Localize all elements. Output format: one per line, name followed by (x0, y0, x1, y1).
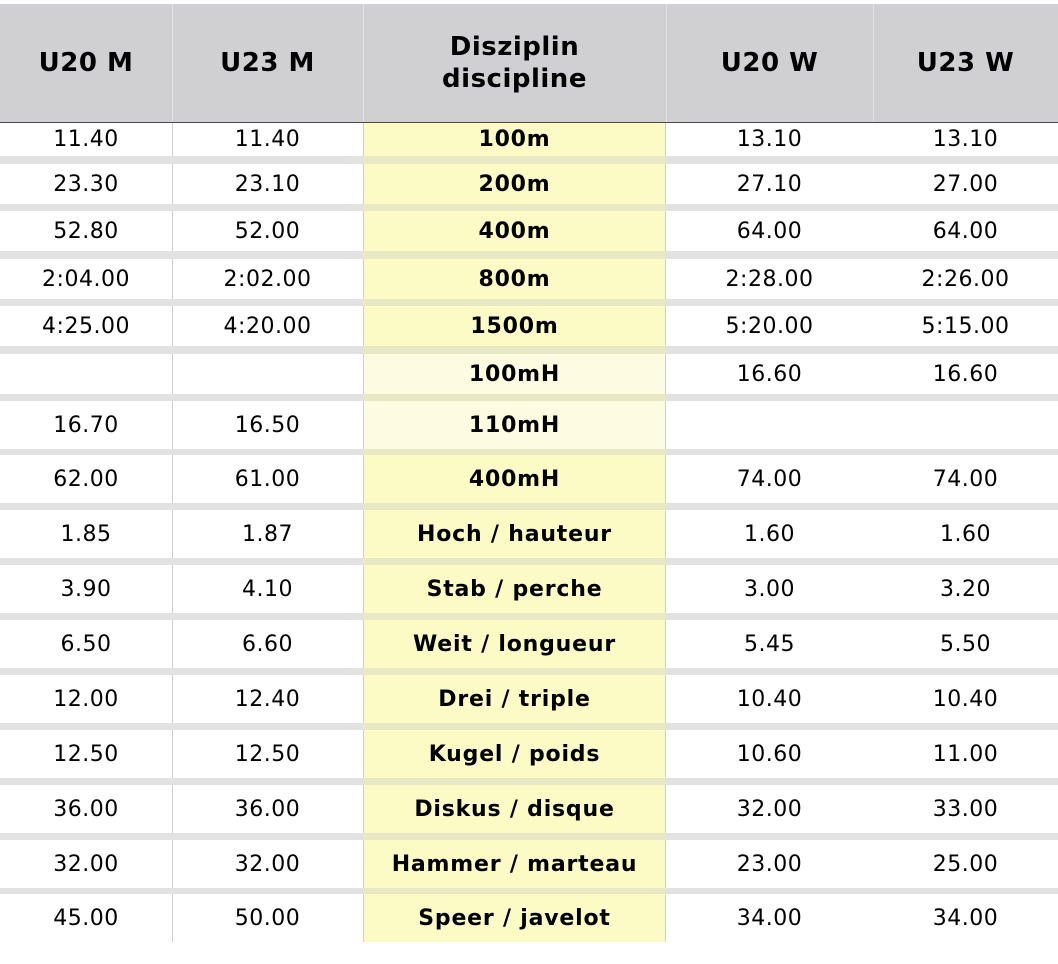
cell-u20-men: 2:04.00 (42, 266, 130, 292)
cell-u23-women: 2:26.00 (921, 266, 1010, 292)
cell-u23-women: 10.40 (932, 686, 999, 712)
cell-u20-men: 52.80 (53, 218, 119, 244)
cell-u23-men: 23.10 (234, 171, 301, 197)
cell-u20-women: 74.00 (736, 466, 803, 492)
cell-u20-men: 23.30 (53, 171, 119, 197)
cell-u20-women: 1.60 (744, 521, 795, 547)
table-row (0, 840, 1058, 888)
cell-u23-men: 50.00 (234, 905, 301, 931)
row-divider (0, 668, 1058, 675)
cell-u20-men: 4:25.00 (42, 313, 130, 339)
cell-u20-men: 16.70 (53, 412, 119, 438)
cell-u23-men: 52.00 (234, 218, 301, 244)
cell-discipline: 800m (363, 259, 666, 299)
cell-u23-men: 6.60 (242, 631, 293, 657)
cell-discipline: Kugel / poids (363, 730, 666, 778)
row-divider (0, 204, 1058, 211)
cell-u20-men: 32.00 (53, 851, 119, 877)
table-row (0, 675, 1058, 723)
table-row (0, 894, 1058, 942)
cell-u23-women: 11.00 (932, 741, 999, 767)
cell-u23-women: 13.10 (932, 127, 999, 152)
cell-discipline: 1500m (363, 306, 666, 346)
row-divider (0, 394, 1058, 401)
cell-u20-women: 23.00 (736, 851, 803, 877)
row-divider (0, 613, 1058, 620)
cell-discipline: 100m (363, 123, 666, 156)
cell-u23-women: 74.00 (932, 466, 999, 492)
cell-u20-women: 27.10 (736, 171, 803, 197)
cell-u23-women: 1.60 (940, 521, 991, 547)
header-u20-men: U20 M (38, 48, 134, 78)
table-row (0, 565, 1058, 613)
row-divider (0, 778, 1058, 785)
table-row (0, 620, 1058, 668)
cell-discipline: 100mH (363, 354, 666, 394)
cell-u23-women: 25.00 (932, 851, 999, 877)
cell-u20-men: 12.50 (53, 741, 119, 767)
cell-u23-women: 27.00 (932, 171, 999, 197)
cell-u20-women: 32.00 (736, 796, 803, 822)
cell-discipline: 200m (363, 164, 666, 204)
cell-u20-women: 10.40 (736, 686, 803, 712)
cell-u20-women: 64.00 (736, 218, 803, 244)
cell-u23-men: 16.50 (234, 412, 301, 438)
cell-discipline: Diskus / disque (363, 785, 666, 833)
cell-u20-women: 3.00 (744, 576, 795, 602)
table-row (0, 306, 1058, 346)
cell-discipline: 400m (363, 211, 666, 251)
cell-u23-men: 36.00 (234, 796, 301, 822)
cell-u20-men: 36.00 (53, 796, 119, 822)
row-divider (0, 558, 1058, 565)
cell-u20-women: 10.60 (736, 741, 803, 767)
cell-u23-men: 61.00 (234, 466, 301, 492)
row-divider (0, 251, 1058, 259)
table-row (0, 455, 1058, 503)
cell-u20-women: 16.60 (736, 361, 803, 387)
cell-discipline: Weit / longueur (363, 620, 666, 668)
cell-u20-men: 12.00 (53, 686, 119, 712)
cell-u20-men: 3.90 (60, 576, 112, 602)
cell-discipline: Speer / javelot (363, 894, 666, 942)
cell-u23-men: 4.10 (242, 576, 293, 602)
table-row (0, 259, 1058, 299)
header-discipline-fr: discipline (442, 64, 587, 94)
cell-u23-women: 5.50 (940, 631, 991, 657)
cell-u20-women: 13.10 (736, 127, 803, 152)
cell-u20-men: 62.00 (53, 466, 119, 492)
cell-discipline: Drei / triple (363, 675, 666, 723)
cell-discipline: Stab / perche (363, 565, 666, 613)
row-divider (0, 503, 1058, 510)
cell-u23-men: 11.40 (234, 127, 301, 152)
header-u23-women: U23 W (916, 48, 1015, 78)
row-divider (0, 156, 1058, 164)
cell-u23-men (172, 354, 363, 394)
cell-u23-women (873, 401, 1058, 449)
cell-u20-women: 34.00 (736, 905, 803, 931)
table-row (0, 123, 1058, 156)
cell-u23-women: 33.00 (932, 796, 999, 822)
header-u23-men: U23 M (220, 48, 315, 78)
row-divider (0, 723, 1058, 730)
cell-u20-women: 5.45 (744, 631, 795, 657)
header-discipline-de: Disziplin (449, 32, 580, 62)
cell-discipline: Hoch / hauteur (363, 510, 666, 558)
cell-discipline: Hammer / marteau (363, 840, 666, 888)
table-row (0, 211, 1058, 251)
cell-u23-women: 64.00 (932, 218, 999, 244)
row-divider (0, 299, 1058, 306)
cell-u23-men: 2:02.00 (223, 266, 312, 292)
cell-u20-women: 5:20.00 (725, 313, 814, 339)
cell-u20-men: 45.00 (53, 905, 119, 931)
table-header (0, 4, 1058, 123)
table-row (0, 510, 1058, 558)
table-row (0, 730, 1058, 778)
cell-discipline: 400mH (363, 455, 666, 503)
cell-u23-women: 34.00 (932, 905, 999, 931)
table-row (0, 354, 1058, 394)
cell-u23-men: 1.87 (242, 521, 293, 547)
cell-u20-men (0, 354, 172, 394)
cell-u23-men: 12.40 (234, 686, 301, 712)
row-divider (0, 833, 1058, 840)
cell-u20-men: 11.40 (53, 127, 119, 152)
cell-u23-men: 4:20.00 (223, 313, 312, 339)
cell-u20-women (666, 401, 873, 449)
table-row (0, 401, 1058, 449)
cell-u23-men: 12.50 (234, 741, 301, 767)
cell-u23-women: 3.20 (940, 576, 991, 602)
cell-u23-men: 32.00 (234, 851, 301, 877)
cell-u23-women: 5:15.00 (921, 313, 1010, 339)
header-u20-women: U20 W (720, 48, 819, 78)
cell-u20-men: 6.50 (60, 631, 112, 657)
cell-discipline: 110mH (363, 401, 666, 449)
cell-u20-men: 1.85 (60, 521, 112, 547)
row-divider (0, 346, 1058, 354)
table-row (0, 785, 1058, 833)
table-row (0, 164, 1058, 204)
cell-u23-women: 16.60 (932, 361, 999, 387)
header-discipline (363, 4, 666, 122)
cell-u20-women: 2:28.00 (725, 266, 814, 292)
